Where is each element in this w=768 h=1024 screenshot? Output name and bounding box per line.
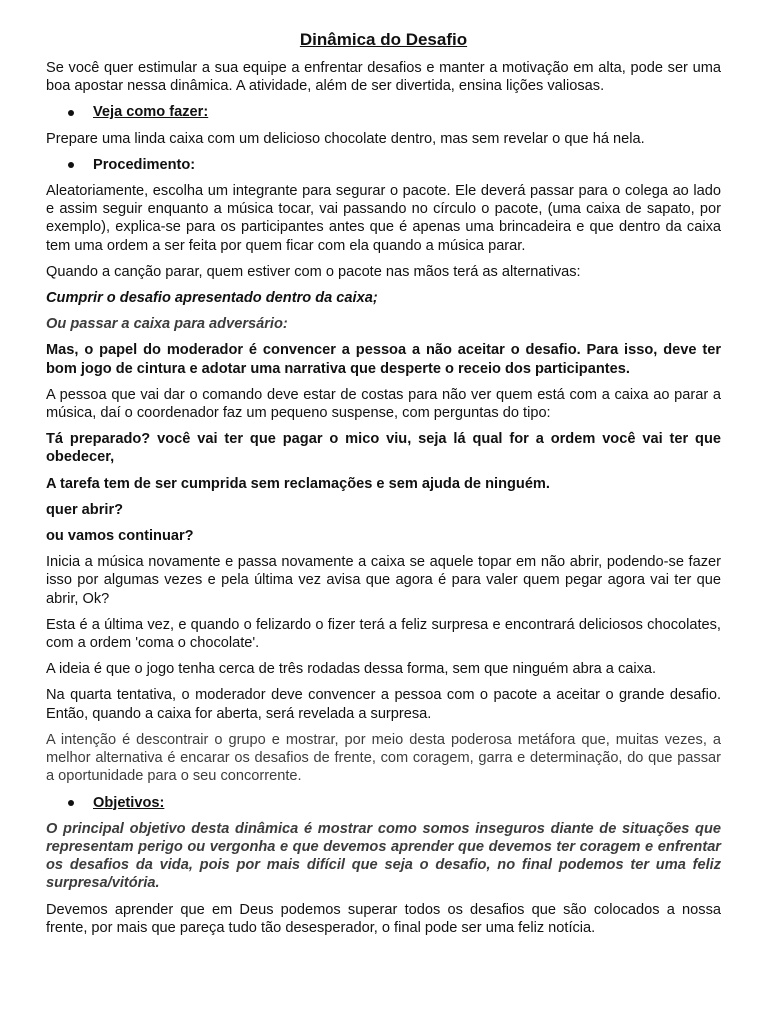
bullet-icon	[68, 800, 74, 806]
bullet-icon	[68, 110, 74, 116]
rounds-paragraph: A ideia é que o jogo tenha cerca de três rodadas dessa forma, sem que ninguém abra a caixa.	[46, 661, 657, 678]
closing-paragraph: Devemos aprender que em Deus podemos superar todos os desafios que são colocados a nossa frente, por mais que pareça tudo tão desesperador, o final pode ser uma feliz notícia.	[46, 901, 721, 936]
restart-paragraph: Inicia a música novamente e passa novamente a caixa se aquele topar em não abrir, podendo-se fazer isso por algumas vezes e pela última vez avisa que agora é para valer quem pegar agora vai ter que abrir, Ok?	[46, 554, 721, 607]
moderator-paragraph: Mas, o papel do moderador é convencer a pessoa a não aceitar o desafio. Para isso, deve ter bom jogo de cintura e adotar uma narrativa que desperte o receio dos participantes.	[46, 342, 721, 377]
intention-paragraph: A intenção é descontrair o grupo e mostrar, por meio desta poderosa metáfora que, muitas vezes, a melhor alternativa é encarar os desafios de frente, com coragem, garra e determinação, do que passar a oportunidade para o seu concorrente.	[46, 731, 721, 785]
command-paragraph: A pessoa que vai dar o comando deve estar de costas para não ver quem está com a caixa ao parar a música, daí o coordenador faz um pequeno suspense, com perguntas do tipo:	[46, 386, 721, 422]
option-2: Ou passar a caixa para adversário:	[46, 316, 288, 333]
bullet-icon	[68, 162, 74, 168]
option-1: Cumprir o desafio apresentado dentro da caixa;	[46, 290, 378, 307]
question-1: Tá preparado? você vai ter que pagar o mico viu, seja lá qual for a ordem você vai ter que obedecer,	[46, 431, 721, 466]
section-howto-heading: Veja como fazer:	[93, 104, 209, 121]
alternatives-intro: Quando a canção parar, quem estiver com o pacote nas mãos terá as alternativas:	[46, 263, 581, 280]
section-objectives-heading: Objetivos:	[93, 794, 165, 811]
question-3: quer abrir?	[46, 501, 124, 518]
question-2: A tarefa tem de ser cumprida sem reclamações e sem ajuda de ninguém.	[46, 475, 550, 492]
fourth-attempt-paragraph: Na quarta tentativa, o moderador deve convencer a pessoa com o pacote a aceitar o grande desafio. Então, quando a caixa for aberta, será revelada a surpresa.	[46, 687, 721, 722]
section-objectives	[68, 794, 721, 812]
howto-paragraph: Prepare uma linda caixa com um delicioso chocolate dentro, mas sem revelar o que há nela.	[46, 130, 645, 147]
section-howto	[68, 103, 721, 121]
question-4: ou vamos continuar?	[46, 528, 194, 545]
page-title: Dinâmica do Desafio	[299, 30, 468, 49]
intro-paragraph: Se você quer estimular a sua equipe a enfrentar desafios e manter a motivação em alta, pode ser uma boa apostar nessa dinâmica. A atividade, além de ser divertida, ensina lições valiosas.	[46, 60, 721, 95]
section-procedure-heading: Procedimento:	[93, 156, 196, 173]
section-procedure	[68, 156, 721, 174]
last-time-paragraph: Esta é a última vez, e quando o felizardo o fizer terá a feliz surpresa e encontrará deliciosos chocolates, com a ordem 'coma o chocolate'.	[46, 616, 721, 652]
objective-paragraph: O principal objetivo desta dinâmica é mostrar como somos inseguros diante de situações que representam perigo ou vergonha e que devemos aprender que devemos ter coragem e enfrentar os desafios da vida, pois por mais difícil que seja o desafio, no final podemos ter uma feliz surpresa/vitória.	[46, 820, 721, 892]
procedure-paragraph: Aleatoriamente, escolha um integrante para segurar o pacote. Ele deverá passar para o colega ao lado e assim seguir enquanto a música tocar, vai passando no círculo o pacote, (uma caixa de sapato, por exemplo), explica-se para os participantes antes que é apenas uma brincadeira e que dentro da caixa tem uma ordem a ser feita por quem ficar com ela quando a música parar.	[46, 183, 721, 254]
